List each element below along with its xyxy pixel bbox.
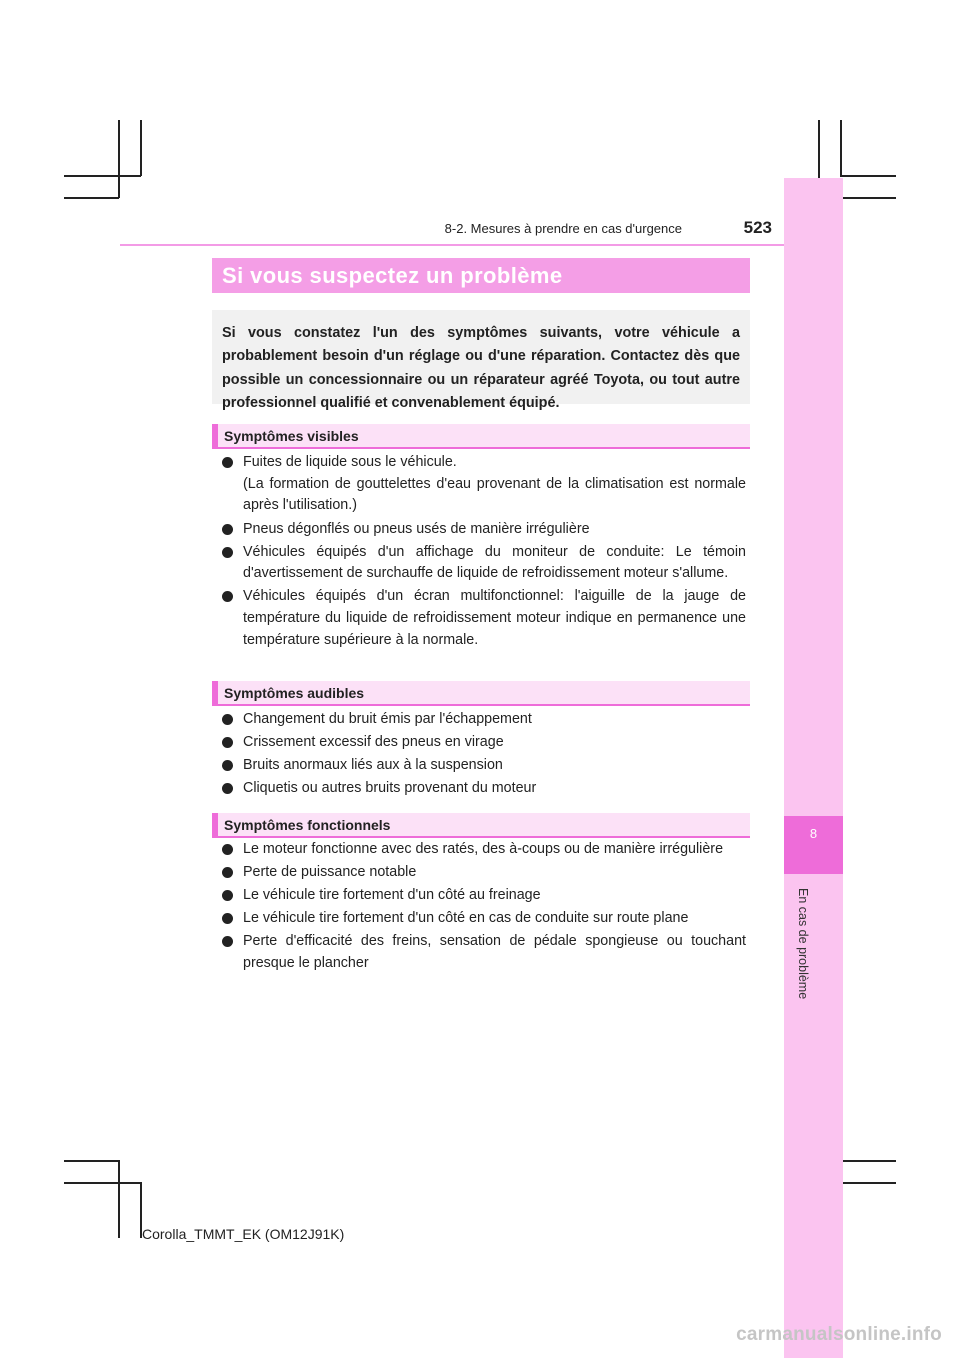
- list-item: [222, 542, 746, 585]
- bullet-icon: [222, 913, 233, 924]
- list-item: [222, 519, 746, 541]
- bullet-icon: [222, 714, 233, 725]
- list-item: [222, 709, 746, 731]
- list-item: [222, 908, 746, 930]
- page-number: 523: [743, 218, 772, 237]
- bullet-icon: [222, 591, 233, 602]
- list-item-text: Perte de puissance notable: [243, 864, 417, 881]
- section-heading: Symptômes fonctionnels: [224, 817, 391, 833]
- list-item-note: (La formation de gouttelettes d'eau provenant de la climatisation est normale après l'utilisation.): [243, 475, 746, 514]
- list-item-text: Fuites de liquide sous le véhicule.: [243, 454, 457, 470]
- list-item-text: Crissement excessif des pneus en virage: [243, 734, 504, 751]
- document-code: Corolla_TMMT_EK (OM12J91K): [142, 1226, 345, 1242]
- list-item-text: Le moteur fonctionne avec des ratés, des à-coups ou de manière irrégulière: [243, 841, 724, 857]
- list-item-text: Pneus dégonflés ou pneus usés de manière irrégulière: [243, 520, 590, 537]
- list-item-text: Le véhicule tire fortement d'un côté en cas de conduite sur route plane: [243, 910, 689, 927]
- list-item-text: Bruits anormaux liés aux à la suspension: [243, 757, 503, 774]
- list-item: [222, 755, 746, 777]
- list-item: [222, 862, 746, 884]
- crop-mark: [140, 120, 142, 176]
- crop-mark: [64, 1182, 141, 1184]
- intro-box: [212, 310, 750, 411]
- list-item: [222, 778, 746, 800]
- section-header-visible: [212, 424, 750, 449]
- bullet-icon: [222, 936, 233, 947]
- bullet-icon: [222, 737, 233, 748]
- list-item: [222, 839, 746, 861]
- chapter-tab: [784, 816, 843, 874]
- chapter-number: 8: [809, 826, 818, 841]
- list-item: [222, 586, 746, 651]
- crop-mark: [64, 1160, 119, 1162]
- list-item: [222, 452, 746, 517]
- crop-mark: [840, 1160, 896, 1162]
- bullet-icon: [222, 783, 233, 794]
- list-item: [222, 732, 746, 754]
- header-rule: [120, 244, 784, 246]
- bullet-icon: [222, 867, 233, 878]
- section-heading: Symptômes audibles: [224, 685, 365, 701]
- bullet-icon: [222, 547, 233, 558]
- list-item-text: Cliquetis ou autres bruits provenant du moteur: [243, 780, 537, 797]
- chapter-sidebar: [784, 178, 843, 1358]
- functional-symptoms-list: [222, 839, 746, 976]
- bullet-icon: [222, 760, 233, 771]
- visible-symptoms-list: [222, 452, 746, 653]
- chapter-title: En cas de problème: [796, 888, 810, 1000]
- watermark: carmanualsonline.info: [736, 1324, 942, 1345]
- list-item-text: Véhicules équipés d'un écran multifonctionnel: l'aiguille de la jauge de température du liquide de refroidissement moteur indique en permanence une température supérieure à la normale.: [243, 588, 746, 648]
- section-heading: Symptômes visibles: [224, 428, 359, 444]
- section-header-bar: [212, 813, 218, 836]
- crop-mark: [118, 1160, 120, 1238]
- bullet-icon: [222, 457, 233, 468]
- crop-mark: [64, 175, 141, 177]
- list-item-text: Véhicules équipés d'un affichage du moniteur de conduite: Le témoin d'avertissement de surchauffe de liquide de refroidissement moteur s'allume.: [243, 543, 746, 582]
- section-header-functional: [212, 813, 750, 838]
- section-header-audible: [212, 681, 750, 706]
- list-item: [222, 931, 746, 974]
- bullet-icon: [222, 524, 233, 535]
- list-item-text: Changement du bruit émis par l'échappement: [243, 711, 532, 727]
- title-banner: [212, 258, 750, 293]
- crop-mark: [64, 197, 119, 199]
- list-item-text: Perte d'efficacité des freins, sensation de pédale spongieuse ou touchant presque le plancher: [243, 933, 746, 972]
- bullet-icon: [222, 844, 233, 855]
- crop-mark: [840, 120, 842, 176]
- crop-mark: [840, 175, 896, 177]
- bullet-icon: [222, 890, 233, 901]
- audible-symptoms-list: [222, 709, 746, 801]
- section-header-bar: [212, 424, 218, 447]
- list-item: [222, 885, 746, 907]
- crop-mark: [118, 120, 120, 198]
- page-title: Si vous suspectez un problème: [222, 262, 563, 288]
- list-item-text: Le véhicule tire fortement d'un côté au freinage: [243, 887, 541, 904]
- section-header-bar: [212, 681, 218, 704]
- section-label: 8-2. Mesures à prendre en cas d'urgence: [444, 221, 682, 236]
- intro-text: Si vous constatez l'un des symptômes suivants, votre véhicule a probablement besoin d'un réglage ou d'une réparation. Contactez dès que possible un concessionnaire ou un réparateur agréé Toyota, ou tout autre professionnel qualifié et convenablement équipé.: [222, 325, 740, 411]
